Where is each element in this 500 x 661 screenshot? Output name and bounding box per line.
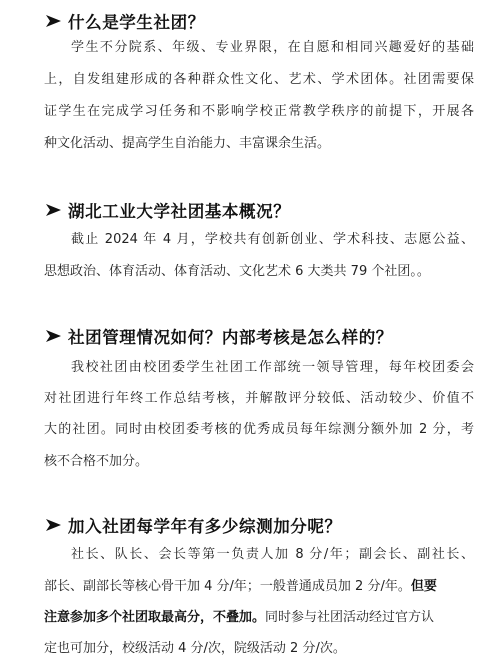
heading-text: 加入社团每学年有多少综测加分呢？ (68, 517, 342, 536)
section-heading (44, 8, 205, 34)
section-heading (44, 323, 393, 349)
paragraph-line: 对社团进行年终工作总结考核，并解散评分较低、活动较少、价值不 (44, 391, 474, 406)
paragraph-line: 核不合格不加分。 (44, 454, 149, 469)
paragraph-line: 学生不分院系、年级、专业界限，在自愿和相同兴趣爱好的基础 (71, 40, 474, 55)
line-text: 部长、副部长等核心骨干加 4 分/年；一般普通成员加 2 分/年。 (44, 579, 411, 594)
heading-text: 什么是学生社团？ (68, 13, 205, 32)
paragraph-line: 我校社团由校团委学生社团工作部统一领导管理，每年校团委会 (71, 360, 474, 375)
paragraph-line: 大的社团。同时由校团委考核的优秀成员每年综测分额外加 2 分，考 (44, 422, 474, 437)
paragraph-line: 种文化活动、提高学生自治能力、丰富课余生活。 (44, 136, 331, 151)
arrow-bullet-icon (44, 200, 64, 220)
section-heading (44, 512, 342, 538)
paragraph-line: 定也可加分，校级活动 4 分/次，院级活动 2 分/次。 (44, 641, 346, 656)
section-heading (44, 197, 290, 223)
paragraph-line: 思想政治、体育活动、体育活动、文化艺术 6 大类共 79 个社团。。 (44, 264, 430, 279)
paragraph-line (44, 606, 474, 630)
arrow-bullet-icon (44, 515, 64, 535)
heading-text: 湖北工业大学社团基本概况？ (68, 202, 291, 221)
arrow-bullet-icon (44, 11, 64, 31)
paragraph-line: 证学生在完成学习任务和不影响学校正常教学秩序的前提下，开展各 (44, 104, 474, 119)
arrow-bullet-icon (44, 326, 64, 346)
emphasis-text: 但要 (410, 579, 437, 594)
paragraph-line (44, 575, 474, 599)
heading-text: 社团管理情况如何？内部考核是怎么样的？ (68, 328, 393, 347)
paragraph-line: 社长、队长、会长等第一负责人加 8 分/年；副会长、副社长、 (71, 547, 474, 562)
emphasis-text: 注意参加多个社团取最高分，不叠加。 (44, 610, 266, 625)
paragraph-line: 上，自发组建形成的各种群众性文化、艺术、学术团体。社团需要保 (44, 72, 474, 87)
line-text: 同时参与社团活动经过官方认 (265, 610, 435, 625)
paragraph-line: 截止 2024 年 4 月，学校共有创新创业、学术科技、志愿公益、 (71, 232, 474, 247)
